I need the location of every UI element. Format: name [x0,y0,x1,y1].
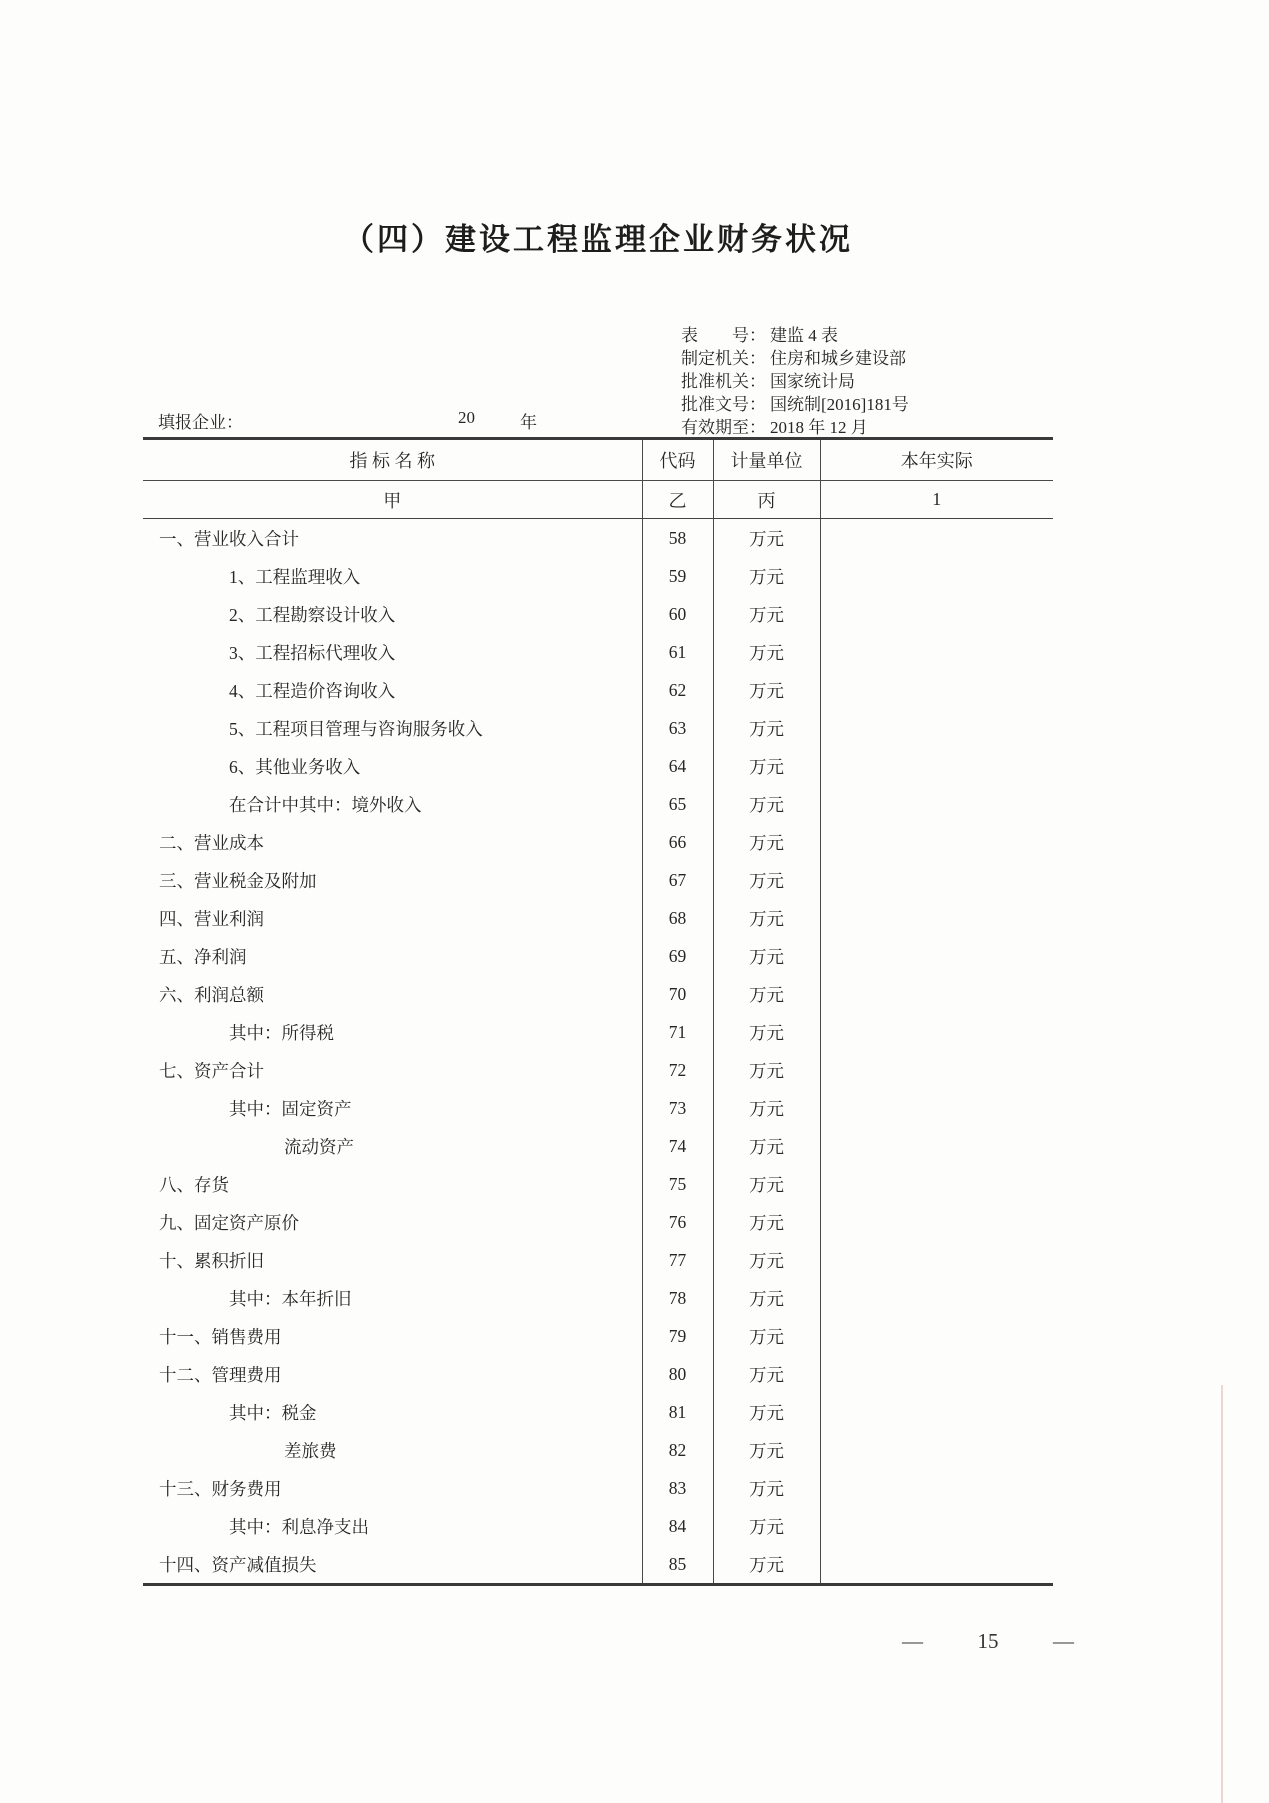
table-body [143,519,1053,1585]
unit-cell: 万元 [713,937,820,975]
unit-cell: 万元 [713,1317,820,1355]
code-cell: 75 [642,1165,713,1203]
indicator-name: 十四、资产减值损失 [159,1554,317,1575]
indicator-name-cell [143,557,642,595]
indicator-name: 十二、管理费用 [159,1364,282,1385]
unit-cell: 万元 [713,747,820,785]
unit-cell: 万元 [713,1507,820,1545]
indicator-name-cell [143,1203,642,1241]
table-row [143,671,1053,709]
indicator-name-cell [143,1469,642,1507]
filler-year-suffix: 年 [520,413,537,432]
unit-cell: 万元 [713,1241,820,1279]
scan-edge-artifact [1221,1385,1223,1803]
subheader-bing: 丙 [713,481,820,519]
indicator-name-cell [143,633,642,671]
table-row [143,1393,1053,1431]
indicator-name: 四、营业利润 [159,908,264,929]
table-row [143,861,1053,899]
unit-cell: 万元 [713,1279,820,1317]
unit-cell: 万元 [713,671,820,709]
actual-value-cell [820,1279,1053,1317]
meta-value: 住房和城乡建设部 [770,349,906,368]
code-cell: 59 [642,557,713,595]
unit-cell: 万元 [713,709,820,747]
actual-value-cell [820,671,1053,709]
indicator-name: 三、营业税金及附加 [159,870,317,891]
indicator-name: 3、工程招标代理收入 [229,642,396,663]
unit-cell: 万元 [713,1469,820,1507]
indicator-name: 6、其他业务收入 [229,756,361,777]
indicator-name-cell [143,1013,642,1051]
subheader-yi: 乙 [642,481,713,519]
actual-value-cell [820,1089,1053,1127]
indicator-name: 流动资产 [284,1136,354,1157]
table-row [143,709,1053,747]
code-cell: 81 [642,1393,713,1431]
actual-value-cell [820,975,1053,1013]
unit-cell: 万元 [713,1393,820,1431]
filler-year-prefix: 20 [458,408,475,427]
code-cell: 77 [642,1241,713,1279]
unit-cell: 万元 [713,1089,820,1127]
actual-value-cell [820,1393,1053,1431]
subheader-jia: 甲 [143,481,642,519]
header-indicator-name: 指 标 名 称 [143,439,642,481]
unit-cell: 万元 [713,1165,820,1203]
table-row [143,823,1053,861]
indicator-name: 其中：固定资产 [229,1098,352,1119]
subheader-1: 1 [820,481,1053,519]
code-cell: 80 [642,1355,713,1393]
code-cell: 79 [642,1317,713,1355]
actual-value-cell [820,747,1053,785]
actual-value-cell [820,1317,1053,1355]
code-cell: 85 [642,1545,713,1585]
table-row [143,1241,1053,1279]
unit-cell: 万元 [713,633,820,671]
indicator-name-cell [143,899,642,937]
page-number-dash-right: — [1053,1629,1074,1653]
actual-value-cell [820,1469,1053,1507]
table-row [143,1355,1053,1393]
indicator-name: 其中：利息净支出 [229,1516,369,1537]
code-cell: 84 [642,1507,713,1545]
filler-enterprise-label: 填报企业： [158,413,243,432]
table-row [143,1203,1053,1241]
unit-cell: 万元 [713,557,820,595]
unit-cell: 万元 [713,975,820,1013]
actual-value-cell [820,861,1053,899]
meta-line [681,324,909,347]
indicator-name: 在合计中其中：境外收入 [229,794,422,815]
indicator-name: 十一、销售费用 [159,1326,282,1347]
indicator-table [143,437,1053,1586]
indicator-name-cell [143,1279,642,1317]
code-cell: 67 [642,861,713,899]
indicator-name-cell [143,1507,642,1545]
header-unit: 计量单位 [713,439,820,481]
indicator-name-cell [143,823,642,861]
actual-value-cell [820,1507,1053,1545]
code-cell: 62 [642,671,713,709]
actual-value-cell [820,1051,1053,1089]
actual-value-cell [820,1203,1053,1241]
actual-value-cell [820,633,1053,671]
code-cell: 76 [642,1203,713,1241]
indicator-name: 1、工程监理收入 [229,566,361,587]
unit-cell: 万元 [713,1545,820,1585]
indicator-name: 2、工程勘察设计收入 [229,604,396,625]
meta-value: 建监 4 表 [770,326,838,345]
indicator-name: 一、营业收入合计 [159,528,299,549]
actual-value-cell [820,1013,1053,1051]
code-cell: 71 [642,1013,713,1051]
indicator-name: 八、存货 [159,1174,229,1195]
indicator-name-cell [143,1089,642,1127]
table-row [143,1317,1053,1355]
code-cell: 70 [642,975,713,1013]
meta-line [681,347,909,370]
actual-value-cell [820,557,1053,595]
unit-cell: 万元 [713,1431,820,1469]
indicator-name: 七、资产合计 [159,1060,264,1081]
actual-value-cell [820,1431,1053,1469]
meta-label: 制定机关： [681,349,766,368]
indicator-name-cell [143,1127,642,1165]
page-number-value: 15 [977,1629,999,1653]
table-row [143,1089,1053,1127]
table-row [143,519,1053,558]
actual-value-cell [820,709,1053,747]
code-cell: 64 [642,747,713,785]
indicator-name: 二、营业成本 [159,832,264,853]
code-cell: 78 [642,1279,713,1317]
indicator-name-cell [143,709,642,747]
table-row [143,1165,1053,1203]
actual-value-cell [820,785,1053,823]
table-row [143,1431,1053,1469]
filler-line [158,408,1053,432]
table-row [143,1051,1053,1089]
code-cell: 61 [642,633,713,671]
table-row [143,595,1053,633]
table-row [143,1279,1053,1317]
indicator-name: 差旅费 [284,1440,337,1461]
indicator-name: 4、工程造价咨询收入 [229,680,396,701]
unit-cell: 万元 [713,1013,820,1051]
code-cell: 72 [642,1051,713,1089]
indicator-name: 5、工程项目管理与咨询服务收入 [229,718,483,739]
indicator-name-cell [143,861,642,899]
header-actual: 本年实际 [820,439,1053,481]
indicator-name-cell [143,747,642,785]
code-cell: 60 [642,595,713,633]
indicator-name-cell [143,1165,642,1203]
code-cell: 73 [642,1089,713,1127]
indicator-name: 六、利润总额 [159,984,264,1005]
indicator-name-cell [143,937,642,975]
code-cell: 68 [642,899,713,937]
meta-value: 国家统计局 [770,372,855,391]
actual-value-cell [820,1241,1053,1279]
unit-cell: 万元 [713,519,820,558]
table-row [143,747,1053,785]
indicator-name-cell [143,1393,642,1431]
meta-value: 国统制[2016]181号 [770,395,909,414]
page-title: （四）建设工程监理企业财务状况 [343,222,853,257]
actual-value-cell [820,937,1053,975]
indicator-name: 十三、财务费用 [159,1478,282,1499]
table-row [143,1545,1053,1585]
indicator-name-cell [143,1431,642,1469]
page-number [902,1629,1074,1654]
indicator-name-cell [143,975,642,1013]
actual-value-cell [820,519,1053,558]
indicator-name-cell [143,519,642,558]
table-row [143,1127,1053,1165]
indicator-name-cell [143,671,642,709]
indicator-name: 其中：税金 [229,1402,317,1423]
page-number-dash-left: — [902,1629,923,1653]
table-row [143,937,1053,975]
code-cell: 66 [642,823,713,861]
unit-cell: 万元 [713,861,820,899]
indicator-name: 其中：本年折旧 [229,1288,352,1309]
unit-cell: 万元 [713,1355,820,1393]
indicator-name-cell [143,595,642,633]
meta-line [681,370,909,393]
table-row [143,899,1053,937]
table-row [143,1013,1053,1051]
actual-value-cell [820,1545,1053,1585]
indicator-name-cell [143,1051,642,1089]
code-cell: 63 [642,709,713,747]
meta-label: 批准机关： [681,372,766,391]
meta-label: 表 号： [681,326,766,345]
indicator-name-cell [143,1241,642,1279]
unit-cell: 万元 [713,1203,820,1241]
table-row [143,1507,1053,1545]
actual-value-cell [820,595,1053,633]
table-row [143,557,1053,595]
header-code: 代码 [642,439,713,481]
actual-value-cell [820,899,1053,937]
indicator-name-cell [143,785,642,823]
actual-value-cell [820,823,1053,861]
indicator-name-cell [143,1317,642,1355]
table-row [143,1469,1053,1507]
meta-value: 2018 年 12 月 [770,418,868,437]
unit-cell: 万元 [713,899,820,937]
code-cell: 82 [642,1431,713,1469]
code-cell: 83 [642,1469,713,1507]
indicator-name: 十、累积折旧 [159,1250,264,1271]
actual-value-cell [820,1127,1053,1165]
table-row [143,785,1053,823]
table-row [143,633,1053,671]
code-cell: 74 [642,1127,713,1165]
code-cell: 58 [642,519,713,558]
code-cell: 69 [642,937,713,975]
unit-cell: 万元 [713,785,820,823]
unit-cell: 万元 [713,595,820,633]
indicator-name-cell [143,1355,642,1393]
unit-cell: 万元 [713,1127,820,1165]
unit-cell: 万元 [713,1051,820,1089]
table-header [143,439,1053,519]
indicator-name: 五、净利润 [159,946,247,967]
actual-value-cell [820,1355,1053,1393]
meta-label: 批准文号： [681,395,766,414]
actual-value-cell [820,1165,1053,1203]
code-cell: 65 [642,785,713,823]
indicator-name: 九、固定资产原价 [159,1212,299,1233]
indicator-name-cell [143,1545,642,1585]
meta-label: 有效期至： [681,418,766,437]
table-row [143,975,1053,1013]
indicator-name: 其中：所得税 [229,1022,334,1043]
unit-cell: 万元 [713,823,820,861]
